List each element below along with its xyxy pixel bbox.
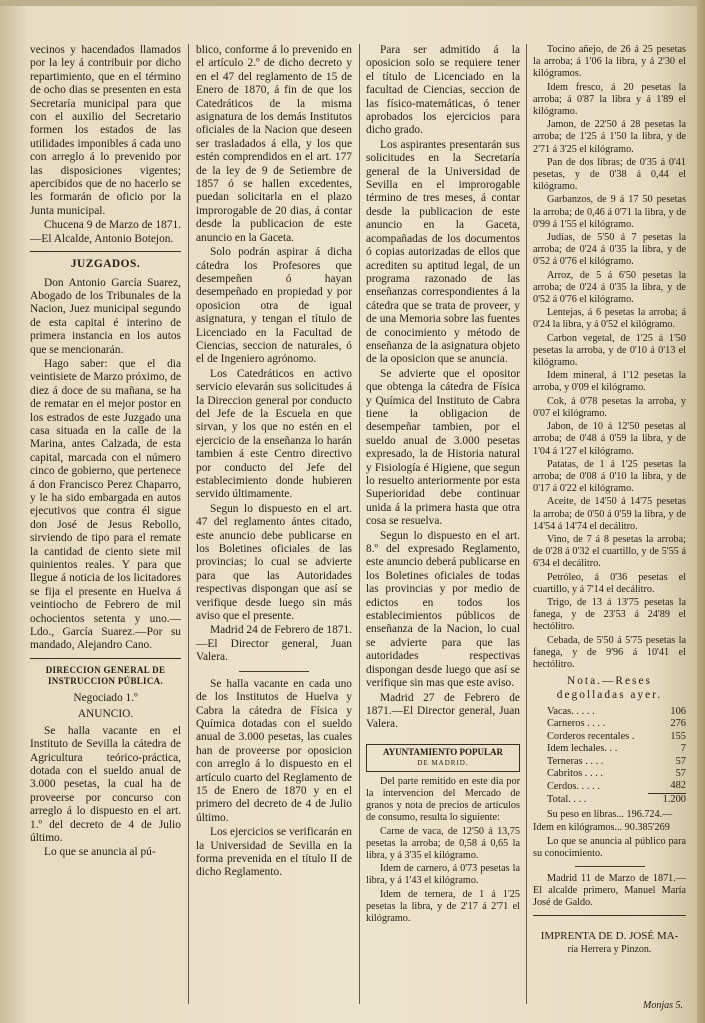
section-divider [30, 658, 181, 659]
short-divider [239, 671, 309, 672]
price-item: Aceite, de 14'50 á 14'75 pesetas la arroba; de 0'50 á 0'59 la libra, y de 14'54 á 14'74 el decálitro. [533, 496, 686, 532]
paragraph: Los ejercicios se verificarán en la Universidad de Sevilla en la forma prevenida en el título II de dicho Reglamento. [196, 826, 352, 879]
price-item: Jamon, de 22'50 á 28 pesetas la arroba; de 1'25 á 1'50 la libra, y de 2'71 á 3'25 el kilógramo. [533, 119, 686, 155]
paragraph: Segun lo dispuesto en el art. 8.º del expresado Reglamento, este anuncio deberá publicarse en los Boletines oficiales de todas las provincias y por medio de edictos en todos los establecimientos públicos de enseñanza de la Nacion, lo cual se advierte para que las autoridades respectivas dispongan desde luego que así se verifique sin mas que este aviso. [366, 529, 520, 690]
reses-name: Vacas. . . . . [547, 705, 595, 717]
reses-row [533, 731, 686, 743]
paragraph: Del parte remitido en este dia por la intervencion del Mercado de granos y nota de precios de artículos de consumo, resulta lo siguiente: [366, 775, 520, 824]
column-rule [526, 44, 527, 1004]
reses-value: 7 [680, 743, 686, 755]
paragraph: Los Catedráticos en activo servicio elevarán sus solicitudes á la Direccion general por conducto del Jefe de la Escuela en que sirvan, y los que no estén en el ejercicio de la enseñanza lo harán tambien á este Centro directivo por conducto del Jefe del establecimiento donde hubieren servido últimamente. [196, 367, 352, 501]
reses-value: 106 [670, 705, 686, 717]
total-label: Total. . . . [547, 793, 587, 805]
total-row [533, 793, 686, 806]
price-item: Cok, á 0'78 pesetas la arroba, y 0'07 el kilógramo. [533, 395, 686, 419]
reses-value: 482 [670, 780, 686, 792]
paragraph: Para ser admitido á la oposicion solo se requiere tener el título de Licenciado en la facultad de Ciencias, seccion de las físico-matemáticas, ó tener aprobados los ejercicios para dicho grado. [366, 44, 520, 137]
price-item: Tocino añejo, de 26 á 25 pesetas la arroba; á 1'06 la libra, y á 2'30 el kilógramos. [533, 44, 686, 80]
signature: Madrid 27 de Febrero de 1871.—El Director general, Juan Valera. [366, 691, 520, 731]
printer-line: IMPRENTA DE D. JOSÉ MA- [540, 929, 679, 942]
ayuntamiento-title: AYUNTAMIENTO POPULAR [382, 746, 504, 757]
paragraph: Se halla vacante en cada uno de los Institutos de Huelva y Cabra la cátedra de Física y Química dotadas con el sueldo anual de 3.000 pesetas, las cuales han de proveerse por oposicion con arreglo á lo dispuesto en el artículo cuarto del Reglamento de 15 de Enero de 1870 y en el primero del decreto de 4 de Julio último. [196, 677, 352, 824]
paragraph: Se advierte que el opositor que obtenga la cátedra de Física y Química del Instituto de Cabra tiene la obligacion de desempeñar tambien, por el sueldo anual de 3.000 pesetas expresado, la de Historia natural y Fisiología é Higiene, que segun lo resuelto anteriormente por esta Superioridad debe continuar unida á la primera hasta que otra cosa se resuelva. [366, 367, 520, 528]
column-2 [196, 44, 352, 881]
reses-name: Corderos recentales . [547, 730, 635, 742]
reses-name: Idem lechales. . . [547, 743, 618, 755]
price-item: Vino, de 7 á 8 pesetas la arroba; de 0'28 á 0'32 el cuartillo, y de 5'55 á 6'34 el decálitro. [533, 533, 686, 570]
column-1 [30, 44, 181, 861]
section-heading-juzgados: JUZGADOS. [70, 258, 141, 271]
weight-line: Su peso en libras... 196.724.— [547, 809, 673, 821]
reses-value: 276 [670, 718, 686, 730]
price-item: Cebada, de 5'50 á 5'75 pesetas la fanega, y de 9'96 á 10'41 el hectólitro. [533, 634, 686, 670]
reses-row [533, 743, 686, 755]
price-item: Jabon, de 10 á 12'50 pesetas al arroba; de 0'48 á 0'59 la libra, y de 1'04 á 1'27 el kilógramo. [533, 421, 686, 457]
reses-value: 57 [675, 768, 686, 779]
short-divider [575, 866, 645, 867]
paragraph: vecinos y hacendados llamados por la ley á contribuir por dicho repartimiento, que en el término de ocho dias se presenten en esta Secretaría municipal para que con el auxilio del Secretario formen los estados de las utilidades imponibles á cada uno con arreglo á lo prevenido por las disposiciones vigentes; apercibidos que de no hacerlo se les formarán de oficio por la Junta municipal. [30, 44, 181, 217]
reses-name: Carneros . . . . [547, 718, 606, 730]
page-top-edge [0, 0, 705, 6]
paragraph: Los aspirantes presentarán sus solicitudes en la Secretaría general de la Universidad de Sevilla en el improrogable término de tres meses, á contar desde la publicacion de este anuncio en la Gaceta, acompañadas de los documentos ó copias autorizadas de ellos que acrediten su aptitud legal, de un programa razonado de las enseñanzas correspondientes á la cátedra que se trata de proveer, y de una Memoria sobre las fuentes de conocimiento y método de enseñanza de la asignatura objeto de la oposicion que se anuncia. [366, 138, 520, 366]
ayuntamiento-subtitle: DE MADRID. [417, 758, 469, 767]
signature: Chucena 9 de Marzo de 1871.—El Alcalde, Antonio Botejon. [30, 219, 181, 245]
paragraph: Hago saber: que el dia veintisiete de Marzo próximo, de diez á doce de su mañana, se ha de rematar en el mejor postor en los estrados de este Juzgado una casa situada en la calle de la Marina, antes Calzada, de esta capital, marcada con el número cinco de gobierno, que pertenece á don Francisco Perez Chaparro, y le ha sido embargada en autos ejecutivos que contra él sigue don José de Jesus Rebollo, sirviendo de tipo para el remate la cantidad de ciento siete mil quinientos reales. Y para que llegue á noticia de los licitadores se fija el presente en Huelva á veintiocho de Febrero de mil ochocientos setenta y uno.—Ldo., García Suarez.—Por su mandado, Alejandro Cano. [30, 357, 181, 652]
price-item: Pan de dos libras; de 0'35 á 0'41 pesetas, y de 0'38 á 0,44 el kilógramo. [533, 156, 686, 193]
reses-row [533, 706, 686, 718]
column-4 [533, 44, 686, 956]
paragraph: blico, conforme á lo prevenido en el artículo 2.º de dicho decreto y en el 47 del reglamento de 15 de Enero de 1870, á fin de que los Catedráticos de la misma asignatura de los demás Institutos oficiales de la Nacion que deseen ser trasladados á ella, y los que estén comprendidos en el art. 177 de la ley de 9 de Setiembre de 1857 ó se hallen excedentes, puedan solicitarla en el plazo improrogable de 20 dias, á contar desde la publicacion de este anuncio en la Gaceta. [196, 44, 352, 244]
price-list [533, 44, 686, 671]
column-3 [366, 44, 520, 926]
paragraph: Solo podrán aspirar á dicha cátedra los Profesores que desempeñen ó hayan desempeñado en propiedad y por oposicion otra de igual asignatura, y tengan el título de Licenciado en la Facultad de Ciencias, seccion de naturales, ó el de Ingeniero agrónomo. [196, 246, 352, 366]
total-value: 1.200 [648, 793, 686, 806]
price-item: Carbon vegetal, de 1'25 á 1'50 pesetas la arroba, y de 0'10 á 0'13 el kilógramo. [533, 332, 686, 369]
reses-value: 57 [675, 755, 686, 767]
price-item: Idem mineral, á 1'12 pesetas la arroba, y 0'09 el kilógramo. [533, 370, 686, 394]
reses-row [533, 768, 686, 780]
price-item: Lentejas, á 6 pesetas la arroba; á 0'24 la libra, y á 0'52 el kilógramo. [533, 307, 686, 331]
page-footer: Monjas 5. [643, 1000, 683, 1011]
signature: Madrid 11 de Marzo de 1871.—El alcalde primero, Manuel María José de Galdo. [533, 873, 686, 909]
paragraph: Lo que se anuncia al pú- [44, 846, 156, 859]
paragraph: Don Antonio García Suarez, Abogado de los Tribunales de la Nacion, Juez municipal segundo de esta capital é interino de primera instancia en los autos que se mencionarán. [30, 276, 181, 356]
column-rule [188, 44, 189, 1004]
reses-row [533, 756, 686, 768]
price-item: Patatas, de 1 á 1'25 pesetas la arroba; de 0'08 á 0'10 la libra, y de 0'17 á 0'22 el kilógramo. [533, 458, 686, 495]
reses-row [533, 718, 686, 730]
price-item: Carne de vaca, de 12'50 á 13,75 pesetas la arroba; de 0,58 á 0,65 la libra, y á 3'35 el kilógramo. [366, 825, 520, 861]
reses-row [533, 780, 686, 793]
price-item: Idem de ternera, de 1 á 1'25 pesetas la libra, y de 2'17 á 2'71 el kilógramo. [366, 888, 520, 924]
printer-line: ría Herrera y Pinzon. [567, 944, 652, 956]
weight-line: Idem en kilógramos... 90.385'269 [533, 822, 670, 834]
price-item: Idem de carnero, á 0'73 pesetas la libra, y á 1'43 el kilógramo. [366, 863, 520, 887]
reses-table [533, 706, 686, 806]
negociado-label: Negociado 1.º [73, 691, 138, 704]
price-item: Arroz, de 5 á 6'50 pesetas la arroba; de 0'24 á 0'35 la libra, y de 0'52 á 0'76 el kilógramo. [533, 269, 686, 306]
price-item: Trigo, de 13 á 13'75 pesetas la fanega, y de 23'53 á 24'89 el hectólitro. [533, 596, 686, 633]
paragraph: Lo que se anuncia al público para su conocimiento. [533, 835, 686, 859]
nota-label: Nota.—Reses degolladas ayer. [556, 675, 663, 701]
paragraph: Segun lo dispuesto en el art. 47 del reglamento ántes citado, este anuncio debe publicarse en los Boletines oficiales de las provincias; lo cual se advierte para que las Autoridades respectivas dispongan que así se verifique desde luego sin más aviso que el presente. [196, 502, 352, 623]
signature: Madrid 24 de Febrero de 1871.—El Director general, Juan Valera. [196, 624, 352, 664]
section-divider [533, 915, 686, 916]
column-rule [359, 44, 360, 1004]
price-item: Judías, de 5'50 á 7 pesetas la arroba; de 0'24 á 0'35 la libra, y de 0'52 á 0'76 el kilógramo. [533, 232, 686, 268]
reses-name: Terneras . . . . [547, 755, 604, 767]
price-item: Garbanzos, de 9 á 17 50 pesetas la arroba; de 0,46 á 0'71 la libra, y de 0'99 á 1'55 el kilógramo. [533, 194, 686, 230]
reses-name: Cabritos . . . . [547, 768, 603, 779]
section-divider [30, 251, 181, 252]
page-spine [697, 0, 705, 1023]
paragraph: Se halla vacante en el Instituto de Sevilla la cátedra de Agricultura teórico-práctica, dotada con el sueldo anual de 3.000 pesetas, la cual ha de proveerse por concurso con arreglo á lo dispuesto en el art. 1.º del decreto de 4 de Julio último. [30, 724, 181, 844]
reses-name: Cerdos. . . . . [547, 780, 600, 792]
price-item: Idem fresco, á 20 pesetas la arroba; á 0'87 la libra y á 1'89 el kilógramo. [533, 81, 686, 118]
price-item: Petróleo, á 0'36 pesetas el cuartillo, y á 7'14 el decálitro. [533, 571, 686, 595]
reses-value: 155 [670, 730, 686, 742]
section-heading-direccion: DIRECCION GENERAL DE INSTRUCCION PÚBLICA. [45, 664, 166, 686]
anuncio-heading: ANUNCIO. [77, 708, 134, 721]
ayuntamiento-header-box [366, 744, 520, 772]
